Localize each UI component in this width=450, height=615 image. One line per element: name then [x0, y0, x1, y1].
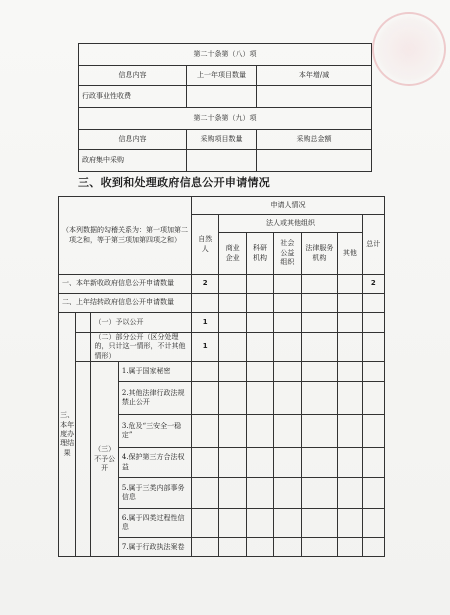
- table-cell: [338, 362, 362, 382]
- sub-third-party: 4.保护第三方合法权益: [118, 448, 191, 478]
- row-new-requests-label: 一、本年新收政府信息公开申请数量: [59, 275, 192, 294]
- table-cell: [219, 448, 246, 478]
- sub-process-info: 6.属于四类过程性信息: [118, 509, 191, 538]
- other-header: 其他: [338, 233, 362, 275]
- table-cell: [191, 415, 218, 448]
- table-cell: [246, 478, 273, 509]
- table-cell: [338, 275, 362, 294]
- table-cell: [191, 538, 218, 557]
- table-cell: [219, 415, 246, 448]
- table-cell: [274, 275, 301, 294]
- table-cell: [76, 362, 91, 557]
- table-cell: [301, 275, 338, 294]
- item9-row-cell: [257, 150, 372, 172]
- table-cell: [191, 448, 218, 478]
- row-disclosed-natural: 1: [191, 313, 218, 333]
- table-cell: [301, 415, 338, 448]
- table-cell: [219, 313, 246, 333]
- row-carried-over-label: 二、上年结转政府信息公开申请数量: [59, 294, 192, 313]
- table-cell: [246, 313, 273, 333]
- table-cell: [362, 509, 384, 538]
- table-cell: [301, 448, 338, 478]
- table-cell: [274, 478, 301, 509]
- table-cell: [362, 478, 384, 509]
- sub-internal-affairs: 5.属于三类内部事务信息: [118, 478, 191, 509]
- row-new-requests-natural: 2: [191, 275, 218, 294]
- table-cell: [274, 294, 301, 313]
- table-cell: [338, 538, 362, 557]
- table-cell: [274, 362, 301, 382]
- table-cell: [301, 509, 338, 538]
- table-cell: [246, 509, 273, 538]
- total-header: 总计: [362, 215, 384, 275]
- sub-three-security: 3.危及“三安全一稳定”: [118, 415, 191, 448]
- table-cell: [338, 448, 362, 478]
- item8-col-info: 信息内容: [79, 66, 187, 86]
- row-results-label: 三、本年度办理结果: [59, 313, 76, 557]
- legal-service-header: 法律服务机构: [301, 233, 338, 275]
- table-cell: [362, 362, 384, 382]
- table-cell: [76, 333, 91, 362]
- table-cell: [219, 294, 246, 313]
- table-cell: [301, 313, 338, 333]
- legal-org-header: 法人或其他组织: [219, 215, 362, 233]
- table-cell: [274, 448, 301, 478]
- table-cell: [219, 509, 246, 538]
- item8-row-label: 行政事业性收费: [79, 86, 187, 108]
- table-cell: [191, 362, 218, 382]
- table-cell: [246, 415, 273, 448]
- table-cell: [338, 382, 362, 415]
- row-disclosed-label: （一）予以公开: [91, 313, 192, 333]
- disclosure-request-table: [58, 196, 385, 557]
- official-seal-stamp: [372, 12, 446, 86]
- table-cell: [338, 294, 362, 313]
- row-not-disclosed-label: （三）不予公开: [91, 362, 118, 557]
- item9-header: 第二十条第（九）项: [79, 108, 372, 130]
- item9-row-label: 政府集中采购: [79, 150, 187, 172]
- applicant-header: 申请人情况: [191, 197, 384, 215]
- table-cell: [76, 313, 91, 333]
- table-cell: [362, 294, 384, 313]
- row-partial-label: （二）部分公开（区分处理的，只计这一情形，不计其他情形）: [91, 333, 192, 362]
- table-cell: [219, 362, 246, 382]
- table-cell: [191, 294, 218, 313]
- table-cell: [301, 362, 338, 382]
- item9-row-cell: [187, 150, 257, 172]
- table-cell: [301, 294, 338, 313]
- table-cell: [338, 509, 362, 538]
- table-cell: [219, 382, 246, 415]
- table-cell: [274, 509, 301, 538]
- table-cell: [301, 382, 338, 415]
- table-cell: [362, 415, 384, 448]
- item9-col-count: 采购项目数量: [187, 130, 257, 150]
- section-title: 三、收到和处理政府信息公开申请情况: [78, 176, 271, 189]
- table-cell: [301, 333, 338, 362]
- public-disclosure-item-table: [78, 43, 372, 172]
- table-cell: [191, 478, 218, 509]
- table-cell: [191, 509, 218, 538]
- sub-enforcement-files: 7.属于行政执法案卷: [118, 538, 191, 557]
- table-cell: [246, 362, 273, 382]
- table-cell: [362, 382, 384, 415]
- research-header: 科研机构: [246, 233, 273, 275]
- table-cell: [246, 448, 273, 478]
- table-cell: [246, 275, 273, 294]
- table-cell: [246, 333, 273, 362]
- table-cell: [246, 294, 273, 313]
- table-cell: [274, 415, 301, 448]
- table-cell: [338, 478, 362, 509]
- row-partial-natural: 1: [191, 333, 218, 362]
- item8-col-change: 本年增/减: [257, 66, 372, 86]
- table-cell: [338, 333, 362, 362]
- table-cell: [362, 313, 384, 333]
- sub-law-prohibited: 2.其他法律行政法规禁止公开: [118, 382, 191, 415]
- item8-col-last-year: 上一年项目数量: [187, 66, 257, 86]
- table-cell: [274, 538, 301, 557]
- table-cell: [274, 313, 301, 333]
- table-cell: [219, 538, 246, 557]
- table-cell: [246, 382, 273, 415]
- table-cell: [301, 538, 338, 557]
- table-cell: [219, 478, 246, 509]
- table-cell: [219, 275, 246, 294]
- item8-header: 第二十条第（八）项: [79, 44, 372, 66]
- table-cell: [362, 538, 384, 557]
- item9-col-info: 信息内容: [79, 130, 187, 150]
- natural-person-header: 自然人: [191, 215, 218, 275]
- commercial-header: 商业企业: [219, 233, 246, 275]
- table-cell: [301, 478, 338, 509]
- table-cell: [246, 538, 273, 557]
- table-cell: [362, 333, 384, 362]
- table-cell: [274, 333, 301, 362]
- note-cell: （本列数据的勾稽关系为：第一项加第二项之和，等于第三项加第四项之和）: [59, 197, 192, 275]
- sub-state-secret: 1.属于国家秘密: [118, 362, 191, 382]
- item9-col-amount: 采购总金额: [257, 130, 372, 150]
- item8-row-cell: [257, 86, 372, 108]
- table-cell: [338, 313, 362, 333]
- table-cell: [338, 415, 362, 448]
- table-cell: [191, 382, 218, 415]
- table-cell: [362, 448, 384, 478]
- social-welfare-header: 社会公益组织: [274, 233, 301, 275]
- table-cell: [219, 333, 246, 362]
- table-cell: [274, 382, 301, 415]
- item8-row-cell: [187, 86, 257, 108]
- row-new-requests-total: 2: [362, 275, 384, 294]
